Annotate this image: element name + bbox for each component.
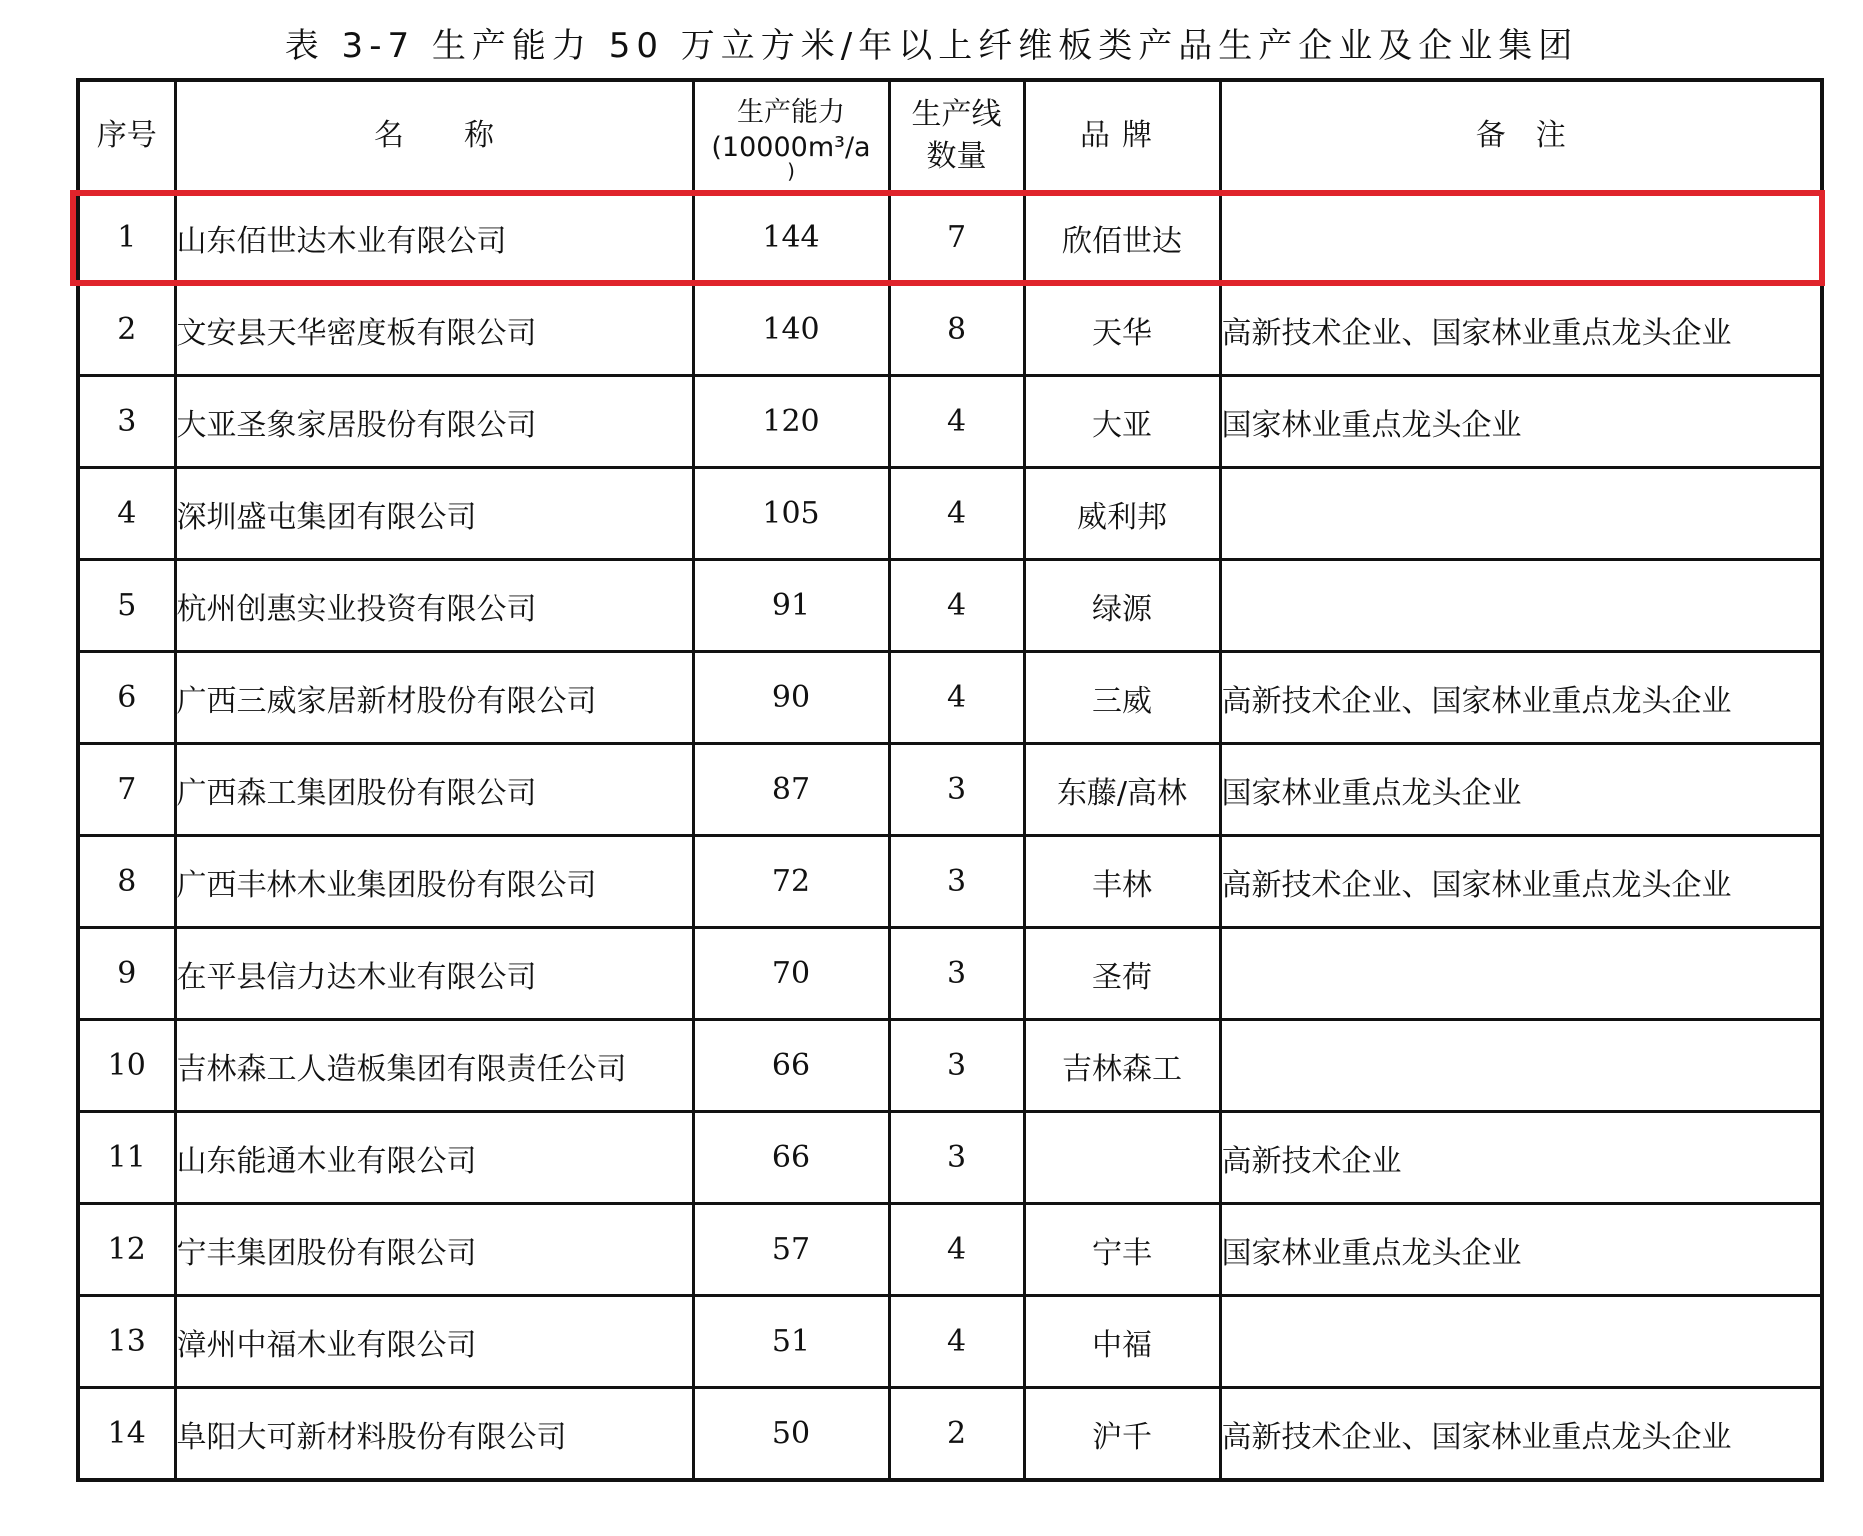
cell-company-name: 杭州创惠实业投资有限公司 — [175, 560, 693, 652]
cell-company-name: 山东能通木业有限公司 — [175, 1112, 693, 1204]
cell-line-count: 3 — [889, 1112, 1024, 1204]
cell-note — [1220, 928, 1822, 1020]
header-capacity-line3: ) — [787, 159, 795, 184]
cell-capacity: 140 — [693, 284, 889, 376]
cell-seq: 4 — [78, 468, 175, 560]
enterprise-table — [76, 78, 1824, 1482]
cell-company-name: 深圳盛屯集团有限公司 — [175, 468, 693, 560]
cell-capacity: 57 — [693, 1204, 889, 1296]
header-brand: 品牌 — [1024, 80, 1220, 192]
cell-seq: 2 — [78, 284, 175, 376]
cell-brand: 绿源 — [1024, 560, 1220, 652]
table-row — [78, 284, 1822, 376]
cell-brand: 三威 — [1024, 652, 1220, 744]
cell-seq: 10 — [78, 1020, 175, 1112]
cell-capacity: 87 — [693, 744, 889, 836]
table-row — [78, 192, 1822, 284]
cell-brand — [1024, 1112, 1220, 1204]
cell-brand: 丰林 — [1024, 836, 1220, 928]
cell-company-name: 山东佰世达木业有限公司 — [175, 192, 693, 284]
cell-note: 高新技术企业、国家林业重点龙头企业 — [1220, 652, 1822, 744]
table-row — [78, 1112, 1822, 1204]
cell-capacity: 66 — [693, 1112, 889, 1204]
header-capacity-line2: (10000m³/a — [711, 132, 871, 163]
table-row — [78, 1020, 1822, 1112]
table-row — [78, 836, 1822, 928]
cell-brand: 威利邦 — [1024, 468, 1220, 560]
cell-capacity: 91 — [693, 560, 889, 652]
cell-line-count: 2 — [889, 1388, 1024, 1481]
cell-note — [1220, 192, 1822, 284]
cell-line-count: 4 — [889, 652, 1024, 744]
cell-capacity: 105 — [693, 468, 889, 560]
cell-brand: 天华 — [1024, 284, 1220, 376]
cell-line-count: 3 — [889, 836, 1024, 928]
cell-brand: 沪千 — [1024, 1388, 1220, 1481]
cell-note — [1220, 1296, 1822, 1388]
cell-capacity: 120 — [693, 376, 889, 468]
table-row — [78, 1296, 1822, 1388]
cell-capacity: 144 — [693, 192, 889, 284]
cell-capacity: 72 — [693, 836, 889, 928]
cell-seq: 14 — [78, 1388, 175, 1481]
cell-line-count: 4 — [889, 560, 1024, 652]
cell-line-count: 8 — [889, 284, 1024, 376]
table-row — [78, 1388, 1822, 1481]
table-body — [78, 192, 1822, 1481]
cell-line-count: 3 — [889, 1020, 1024, 1112]
cell-seq: 13 — [78, 1296, 175, 1388]
cell-company-name: 宁丰集团股份有限公司 — [175, 1204, 693, 1296]
cell-note — [1220, 1020, 1822, 1112]
cell-line-count: 4 — [889, 376, 1024, 468]
table-header — [78, 80, 1822, 192]
cell-brand: 圣荷 — [1024, 928, 1220, 1020]
table-row — [78, 560, 1822, 652]
cell-seq: 3 — [78, 376, 175, 468]
cell-line-count: 4 — [889, 1296, 1024, 1388]
header-lines-line2: 数量 — [926, 139, 987, 174]
cell-brand: 中福 — [1024, 1296, 1220, 1388]
cell-note: 国家林业重点龙头企业 — [1220, 744, 1822, 836]
cell-capacity: 90 — [693, 652, 889, 744]
cell-company-name: 广西丰林木业集团股份有限公司 — [175, 836, 693, 928]
table-row — [78, 468, 1822, 560]
table-row — [78, 376, 1822, 468]
cell-note: 高新技术企业、国家林业重点龙头企业 — [1220, 284, 1822, 376]
header-seq: 序号 — [78, 80, 175, 192]
cell-note: 国家林业重点龙头企业 — [1220, 1204, 1822, 1296]
cell-seq: 6 — [78, 652, 175, 744]
header-note: 备 注 — [1220, 80, 1822, 192]
cell-capacity: 70 — [693, 928, 889, 1020]
cell-brand: 欣佰世达 — [1024, 192, 1220, 284]
cell-line-count: 4 — [889, 468, 1024, 560]
cell-company-name: 漳州中福木业有限公司 — [175, 1296, 693, 1388]
cell-company-name: 广西三威家居新材股份有限公司 — [175, 652, 693, 744]
cell-company-name: 吉林森工人造板集团有限责任公司 — [175, 1020, 693, 1112]
cell-note: 国家林业重点龙头企业 — [1220, 376, 1822, 468]
header-capacity-line1: 生产能力 — [737, 96, 845, 128]
cell-brand: 宁丰 — [1024, 1204, 1220, 1296]
cell-note — [1220, 560, 1822, 652]
cell-capacity: 66 — [693, 1020, 889, 1112]
table-row — [78, 744, 1822, 836]
cell-brand: 吉林森工 — [1024, 1020, 1220, 1112]
cell-seq: 7 — [78, 744, 175, 836]
cell-seq: 9 — [78, 928, 175, 1020]
cell-line-count: 3 — [889, 928, 1024, 1020]
cell-line-count: 4 — [889, 1204, 1024, 1296]
header-name: 名 称 — [175, 80, 693, 192]
table-row — [78, 652, 1822, 744]
cell-capacity: 50 — [693, 1388, 889, 1481]
cell-note: 高新技术企业 — [1220, 1112, 1822, 1204]
header-capacity — [693, 80, 889, 192]
table-title: 表 3-7 生产能力 50 万立方米/年以上纤维板类产品生产企业及企业集团 — [284, 26, 1579, 66]
cell-seq: 5 — [78, 560, 175, 652]
cell-capacity: 51 — [693, 1296, 889, 1388]
cell-company-name: 大亚圣象家居股份有限公司 — [175, 376, 693, 468]
table-row — [78, 928, 1822, 1020]
header-lines-line1: 生产线 — [911, 97, 1002, 132]
cell-line-count: 3 — [889, 744, 1024, 836]
cell-note: 高新技术企业、国家林业重点龙头企业 — [1220, 1388, 1822, 1481]
cell-company-name: 在平县信力达木业有限公司 — [175, 928, 693, 1020]
cell-brand: 东藤/高林 — [1024, 744, 1220, 836]
header-lines — [889, 80, 1024, 192]
cell-note — [1220, 468, 1822, 560]
cell-company-name: 文安县天华密度板有限公司 — [175, 284, 693, 376]
cell-seq: 8 — [78, 836, 175, 928]
cell-seq: 12 — [78, 1204, 175, 1296]
cell-brand: 大亚 — [1024, 376, 1220, 468]
cell-company-name: 阜阳大可新材料股份有限公司 — [175, 1388, 693, 1481]
cell-seq: 1 — [78, 192, 175, 284]
cell-note: 高新技术企业、国家林业重点龙头企业 — [1220, 836, 1822, 928]
cell-seq: 11 — [78, 1112, 175, 1204]
table-row — [78, 1204, 1822, 1296]
header-row — [78, 80, 1822, 192]
cell-line-count: 7 — [889, 192, 1024, 284]
cell-company-name: 广西森工集团股份有限公司 — [175, 744, 693, 836]
